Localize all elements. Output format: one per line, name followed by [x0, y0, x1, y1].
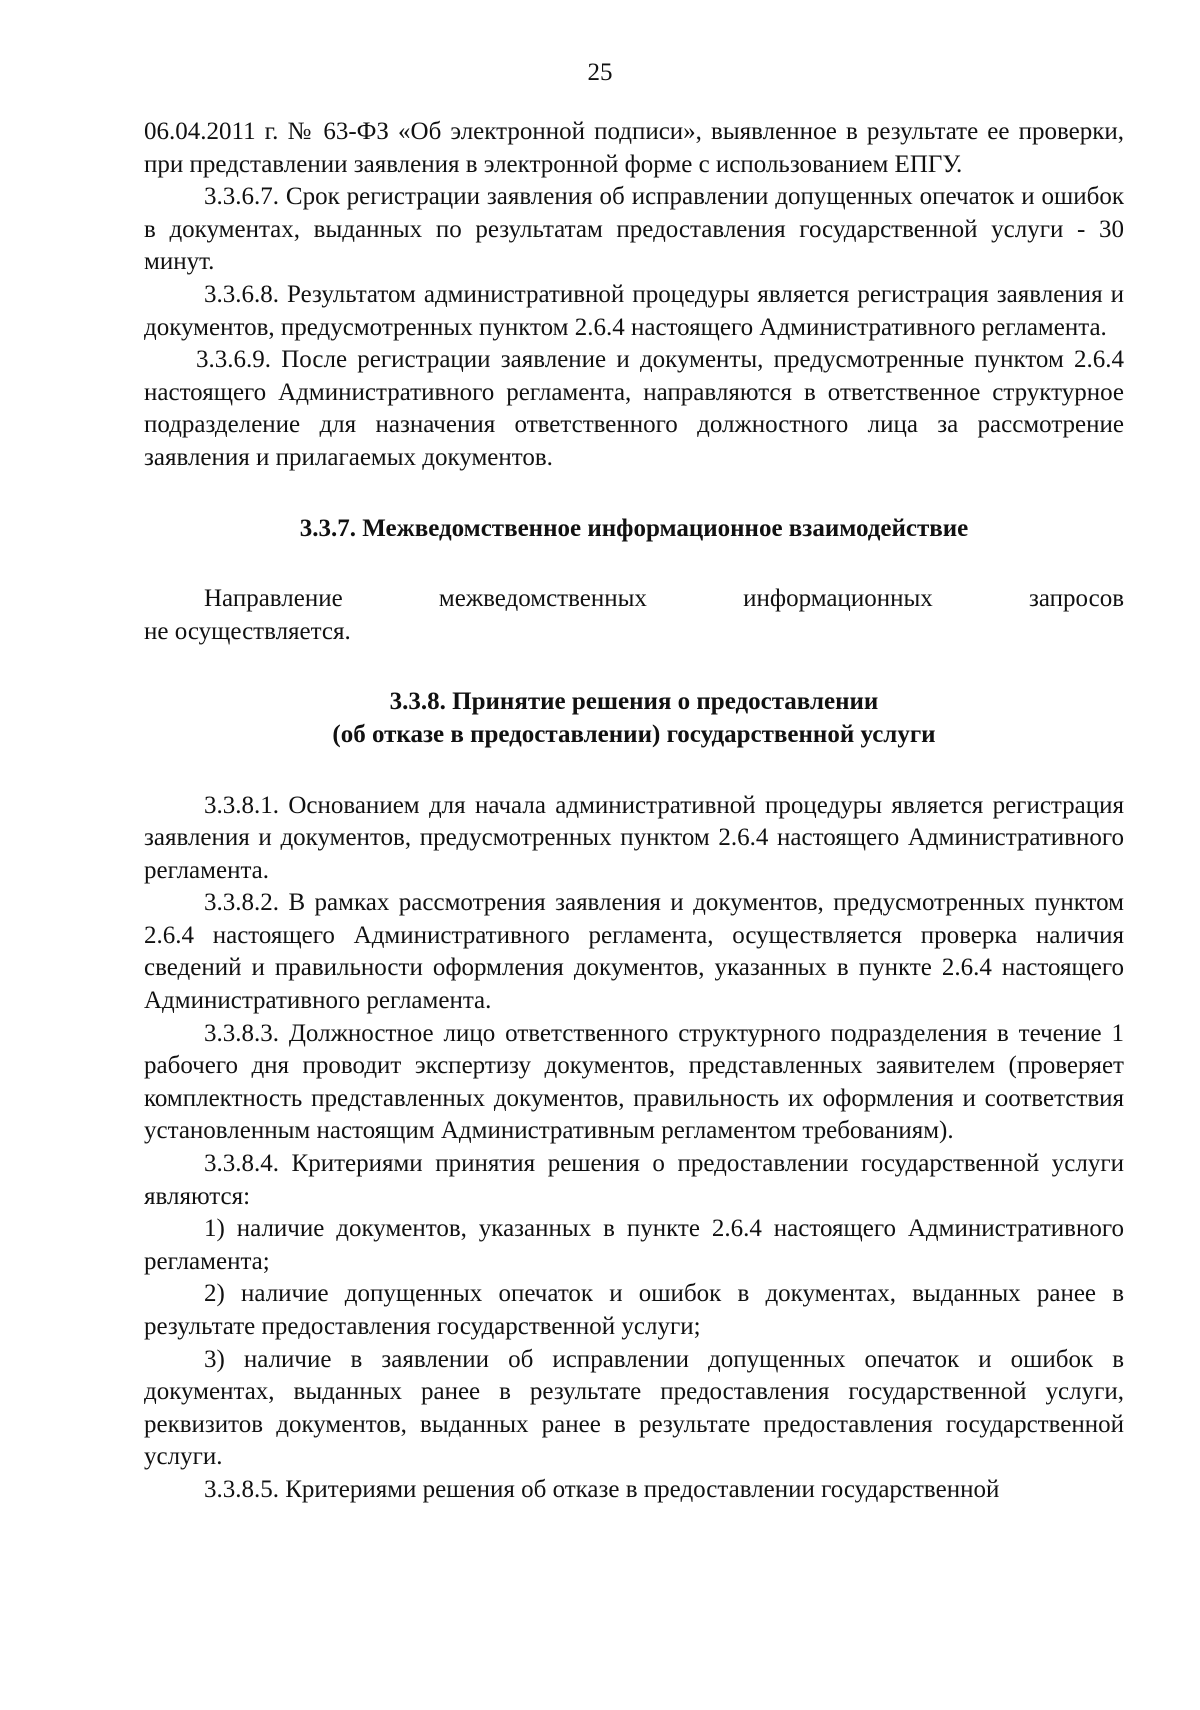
- paragraph-3-3-8-1: 3.3.8.1. Основанием для начала административной процедуры является регистрация заявления и документов, предусмотренных пунктом 2.6.4 настоящего Административного регламента.: [144, 791, 1124, 884]
- paragraph-3-3-6-8: 3.3.6.8. Результатом административной процедуры является регистрация заявления и документов, предусмотренных пунктом 2.6.4 настоящего Административного регламента.: [144, 280, 1124, 341]
- paragraph-3-3-6-9: 3.3.6.9. После регистрации заявление и документы, предусмотренные пунктом 2.6.4 настоящего Административного регламента, направляются в ответственное структурное подразделение для назначения ответственного должностного лица за рассмотрение заявления и прилагаемых документов.: [144, 346, 1124, 471]
- page-number: 25: [587, 59, 613, 86]
- paragraph-3-3-8-5: 3.3.8.5. Критериями решения об отказе в предоставлении государственной: [204, 1475, 1000, 1503]
- paragraph-3-3-8-3: 3.3.8.3. Должностное лицо ответственного структурного подразделения в течение 1 рабочего дня проводит экспертизу документов, представленных заявителем (проверяет комплектность представленных документов, правильность их оформления и соответствия установленным настоящим Административным регламентом требованиям).: [144, 1019, 1124, 1145]
- paragraph-3-3-7-line1: Направление межведомственных информационных запросов: [204, 585, 1124, 613]
- section-heading-3-3-8-line1: 3.3.8. Принятие решения о предоставлении: [389, 688, 879, 716]
- list-item-2: 2) наличие допущенных опечаток и ошибок в документах, выданных ранее в результате предоставления государственной услуги;: [144, 1280, 1124, 1340]
- paragraph-3-3-6-7: 3.3.6.7. Срок регистрации заявления об исправлении допущенных опечаток и ошибок в документах, выданных по результатам предоставления государственной услуги - 30 минут.: [144, 183, 1124, 276]
- list-item-1: 1) наличие документов, указанных в пункте 2.6.4 настоящего Административного регламента;: [144, 1215, 1124, 1275]
- list-item-3: 3) наличие в заявлении об исправлении допущенных опечаток и ошибок в документах, выданных ранее в результате предоставления государственной услуги, реквизитов документов, выданных ранее в результате предоставления государственной услуги.: [144, 1345, 1124, 1471]
- paragraph-continuation: 06.04.2011 г. № 63-ФЗ «Об электронной подписи», выявленное в результате ее проверки, при представлении заявления в электронной форме с использованием ЕПГУ.: [144, 118, 1124, 178]
- paragraph-3-3-8-4: 3.3.8.4. Критериями принятия решения о предоставлении государственной услуги являются:: [144, 1150, 1124, 1210]
- paragraph-3-3-8-2: 3.3.8.2. В рамках рассмотрения заявления и документов, предусмотренных пунктом 2.6.4 настоящего Административного регламента, осуществляется проверка наличия сведений и правильности оформления документов, указанных в пункте 2.6.4 настоящего Административного регламента.: [144, 889, 1124, 1015]
- section-heading-3-3-8-line2: (об отказе в предоставлении) государственной услуги: [332, 720, 936, 748]
- section-heading-3-3-7: 3.3.7. Межведомственное информационное взаимодействие: [299, 514, 969, 542]
- paragraph-3-3-7-line2: не осуществляется.: [144, 617, 351, 645]
- document-body: [144, 116, 1124, 1507]
